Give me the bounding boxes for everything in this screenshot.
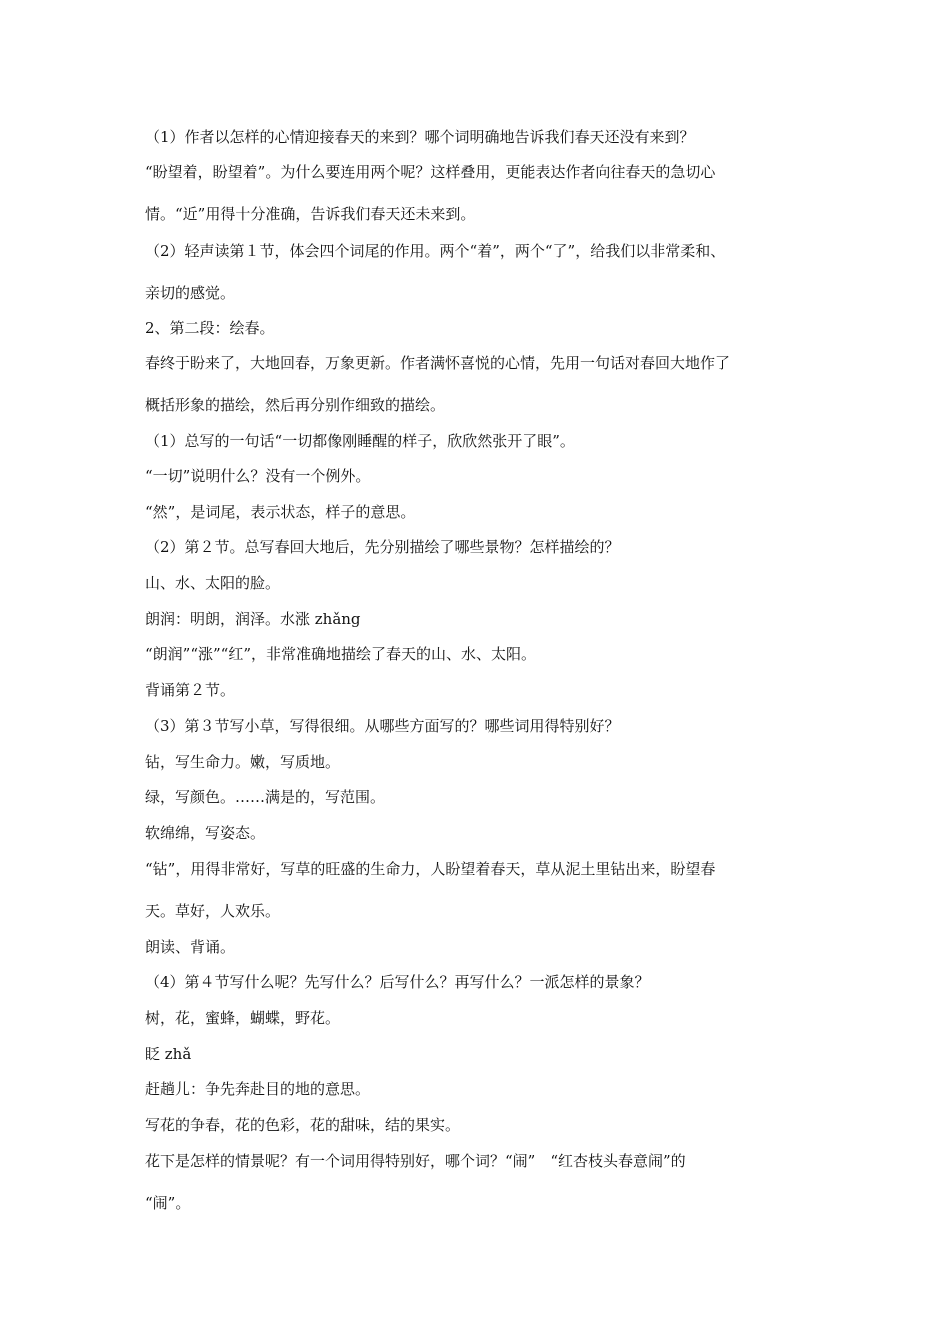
text-line: 2、第二段：绘春。 [145,319,275,337]
text-line: （2）第２节。总写春回大地后，先分别描绘了哪些景物？怎样描绘的？ [145,538,620,556]
text-line: 软绵绵，写姿态。 [145,824,266,842]
text-line: 眨 zhǎ [145,1045,192,1063]
text-line: “然”，是词尾，表示状态，样子的意思。 [145,503,416,521]
text-line: （2）轻声读第１节，体会四个词尾的作用。两个“着”，两个“了”，给我们以非常柔和、 [145,242,726,260]
text-line: “钻”，用得非常好，写草的旺盛的生命力，人盼望着春天，草从泥土里钻出来，盼望春 [145,860,716,878]
text-line: 绿，写颜色。……满是的，写范围。 [145,788,386,806]
text-line: 概括形象的描绘，然后再分别作细致的描绘。 [145,396,446,414]
text-line: 背诵第２节。 [145,681,236,699]
text-line: （1）总写的一句话“一切都像刚睡醒的样子，欣欣然张开了眼”。 [145,432,575,450]
text-line: “一切”说明什么？没有一个例外。 [145,467,371,485]
text-line: 山、水、太阳的脸。 [145,574,281,592]
text-line: “闹”。 [145,1194,191,1212]
text-line: 春终于盼来了，大地回春，万象更新。作者满怀喜悦的心情，先用一句话对春回大地作了 [145,354,731,372]
text-line: 花下是怎样的情景呢？有一个词用得特别好，哪个词？“闹” “红杏枝头春意闹”的 [145,1152,686,1170]
text-line: 情。“近”用得十分准确，告诉我们春天还未来到。 [145,205,476,223]
text-line: 钻，写生命力。嫩，写质地。 [145,753,341,771]
text-line: 赶趟儿：争先奔赴目的地的意思。 [145,1080,371,1098]
text-line: 写花的争春，花的色彩，花的甜味，结的果实。 [145,1116,461,1134]
text-line: 亲切的感觉。 [145,284,236,302]
text-line: “盼望着，盼望着”。为什么要连用两个呢？这样叠用，更能表达作者向往春天的急切心 [145,163,716,181]
text-line: （3）第３节写小草，写得很细。从哪些方面写的？哪些词用得特别好？ [145,717,620,735]
text-line: （4）第４节写什么呢？先写什么？后写什么？再写什么？一派怎样的景象？ [145,973,650,991]
text-line: 树，花，蜜蜂，蝴蝶，野花。 [145,1009,341,1027]
text-line: 天。草好，人欢乐。 [145,902,281,920]
text-line: 朗读、背诵。 [145,938,236,956]
text-line: “朗润”“涨”“红”，非常准确地描绘了春天的山、水、太阳。 [145,645,537,663]
text-line: 朗润：明朗，润泽。水涨 zhǎng [145,610,361,628]
text-line: （1）作者以怎样的心情迎接春天的来到？哪个词明确地告诉我们春天还没有来到？ [145,128,695,146]
